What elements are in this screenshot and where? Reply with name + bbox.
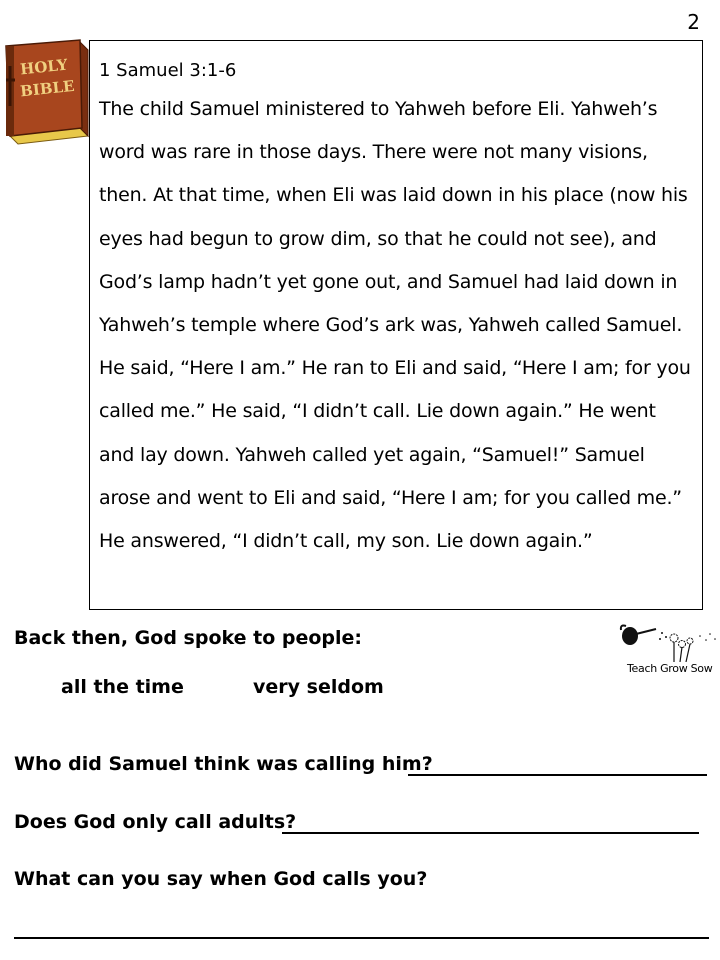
option-very-seldom[interactable]: very seldom [253,676,384,698]
watering-can-dandelion-icon [616,622,720,662]
bible-text-holy: HOLY [19,55,69,79]
question-how-god-spoke: Back then, God spoke to people: [14,627,363,649]
teach-grow-sow-logo [616,622,720,680]
passage-text: The child Samuel ministered to Yahweh before Eli. Yahweh’s word was rare in those days. There were not many visions, then. At that time, when Eli was laid down in his place (now his eyes had begun to grow dim, so that he could not see), and God’s lamp hadn’t yet gone out, and Samuel had laid down in Yahweh’s temple where God’s ark was, Yahweh called Samuel. He said, “Here I am.” He ran to Eli and said, “Here I am; for you called me.” He said, “I didn’t call. Lie down again.” He went and lay down. Yahweh called yet again, “Samuel!” Samuel arose and went to Eli and said, “Here I am; for you called me.” He answered, “I didn’t call, my son. Lie down again.” [99,98,691,553]
answer-line-who-called[interactable] [408,774,707,776]
answer-line-only-adults[interactable] [282,832,699,834]
question-what-to-say: What can you say when God calls you? [14,868,428,890]
holy-bible-book-icon [4,36,90,146]
passage-reference: 1 Samuel 3:1-6 [99,60,237,81]
answer-line-what-to-say[interactable] [14,937,709,939]
question-who-called: Who did Samuel think was calling him? [14,753,433,775]
option-all-the-time[interactable]: all the time [61,676,184,698]
page-number: 2 [687,10,700,34]
scripture-passage-box [89,40,703,610]
bible-text-bible: BIBLE [19,76,76,101]
question-only-adults: Does God only call adults? [14,811,297,833]
logo-text: Teach Grow Sow [627,662,713,675]
